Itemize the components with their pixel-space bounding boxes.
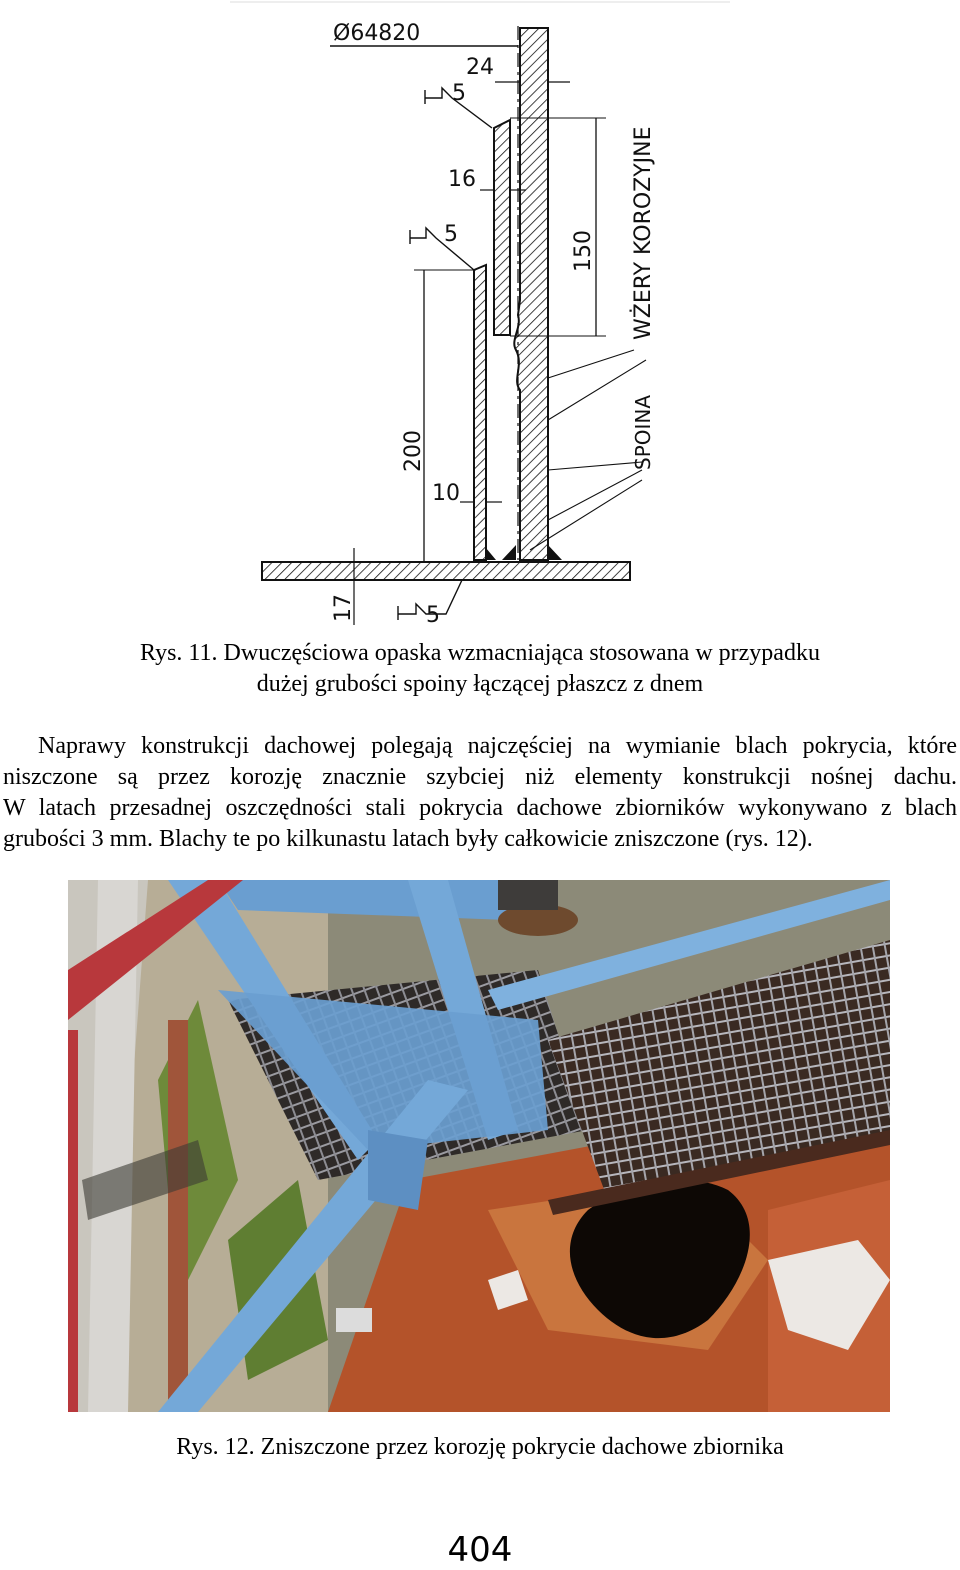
weld-label: SPOINA xyxy=(631,394,655,470)
corrosion-pits-label: WŻERY KOROZYJNE xyxy=(631,126,656,340)
dimension-200: 200 xyxy=(401,430,426,472)
paragraph-line-2: niszczone są przez korozję znacznie szybciej niż elementy konstrukcji nośnej dachu. xyxy=(3,764,957,790)
weld-size-top: 5 xyxy=(452,81,466,106)
tank-bottom-plate xyxy=(262,562,630,580)
white-block xyxy=(336,1308,372,1332)
dimension-150: 150 xyxy=(571,230,596,272)
figure-12-caption: Rys. 12. Zniszczone przez korozję pokrycie dachowe zbiornika xyxy=(176,1434,784,1460)
paragraph-line-1: Naprawy konstrukcji dachowej polegają najczęściej na wymianie blach pokrycia, które xyxy=(38,733,957,759)
dimension-24: 24 xyxy=(466,55,494,80)
tank-shell-plate xyxy=(514,28,548,560)
dimension-10: 10 xyxy=(432,481,460,506)
figure-11-caption: Rys. 11. Dwuczęściowa opaska wzmacniająca stosowana w przypadku dużej grubości spoiny łączącej płaszcz z dnem xyxy=(140,640,820,697)
rusty-pipe xyxy=(168,1020,188,1412)
diameter-label: Ø64820 xyxy=(333,21,421,46)
paragraph-line-4: grubości 3 mm. Blachy te po kilkunastu latach były całkowicie zniszczone (rys. 12). xyxy=(3,826,813,852)
lower-reinforcing-band xyxy=(474,265,486,560)
body-paragraph xyxy=(3,731,957,855)
paragraph-line-3: W latach przesadnej oszczędności stali pokrycia dachowe zbiorników wykonywano z blach xyxy=(3,795,957,821)
dimension-17: 17 xyxy=(331,594,356,622)
corroded-roof-photo xyxy=(68,880,890,1412)
weld-size-bottom: 5 xyxy=(426,603,440,628)
weld-size-mid: 5 xyxy=(444,222,458,247)
dimension-16: 16 xyxy=(448,167,476,192)
page-number: 404 xyxy=(447,1530,513,1570)
technical-drawing xyxy=(230,0,730,632)
upper-reinforcing-band xyxy=(494,120,510,335)
